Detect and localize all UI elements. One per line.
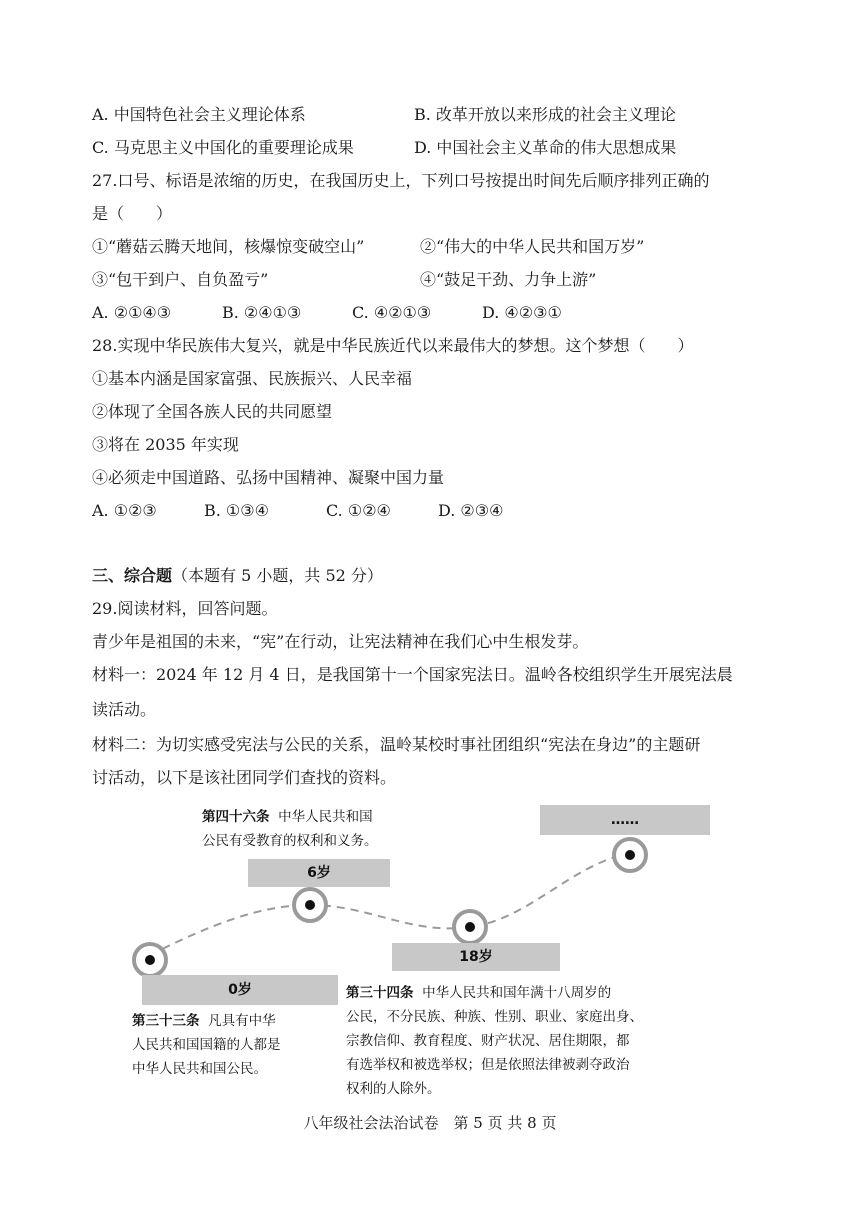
- age-label-6: 6岁: [248, 859, 390, 887]
- q26-option-c: C. 马克思主义中国化的重要理论成果: [92, 138, 354, 157]
- article-46-head: 第四十六条: [202, 809, 270, 825]
- article-33-line1: 凡具有中华: [208, 1013, 276, 1029]
- q29-stem: 29.阅读材料，回答问题。: [92, 599, 278, 618]
- q28-item-2: ②体现了全国各族人民的共同愿望: [92, 402, 333, 421]
- q27-option-b: B. ②④①③: [222, 303, 302, 322]
- age-label-0: 0岁: [142, 975, 338, 1005]
- article-34-line3: 宗教信仰、教育程度、财产状况、居住期限，都: [346, 1033, 630, 1049]
- q28-option-c: C. ①②④: [326, 501, 391, 520]
- q29-material2-line1: 材料二：为切实感受宪法与公民的关系，温岭某校时事社团组织“宪法在身边”的主题研: [92, 735, 701, 754]
- q29-intro: 青少年是祖国的未来，“宪”在行动，让宪法精神在我们心中生根发芽。: [92, 632, 589, 651]
- node-age-18: [454, 911, 486, 943]
- age-label-18: 18岁: [392, 943, 560, 971]
- q27-item-3: ③“包干到户、自负盈亏”: [92, 270, 269, 289]
- q27-option-a: A. ②①④③: [92, 303, 172, 322]
- q27-item-1: ①“蘑菇云腾天地间，核爆惊变破空山”: [92, 237, 365, 256]
- q26-option-a: A. 中国特色社会主义理论体系: [92, 105, 306, 124]
- page-footer: 八年级社会法治试卷 第 5 页 共 8 页: [303, 1114, 557, 1132]
- q28-option-b: B. ①③④: [204, 501, 269, 520]
- q28-option-a: A. ①②③: [92, 501, 157, 520]
- q26-option-d: D. 中国社会主义革命的伟大思想成果: [414, 138, 677, 157]
- article-33-line3: 中华人民共和国公民。: [132, 1061, 267, 1077]
- section-heading: [92, 565, 383, 587]
- q28-stem: 28.实现中华民族伟大复兴，就是中华民族近代以来最伟大的梦想。这个梦想（ ）: [92, 336, 694, 355]
- article-34-line5: 权利的人除外。: [346, 1081, 441, 1097]
- article-46-line1: 中华人民共和国: [278, 809, 373, 825]
- article-34-line1: 中华人民共和国年满十八周岁的: [422, 985, 612, 1001]
- article-34-line4: 有选举权和被选举权；但是依照法律被剥夺政治: [346, 1057, 630, 1073]
- q28-item-1: ①基本内涵是国家富强、民族振兴、人民幸福: [92, 369, 413, 388]
- q28-option-d: D. ②③④: [438, 501, 504, 520]
- q27-stem-line2: 是（ ）: [92, 204, 173, 223]
- node-future: [614, 839, 646, 871]
- section-note: （本题有 5 小题，共 52 分）: [172, 566, 383, 585]
- q27-option-c: C. ④②①③: [352, 303, 432, 322]
- node-age-0: [134, 944, 166, 976]
- q29-material1-line1: 材料一：2024 年 12 月 4 日，是我国第十一个国家宪法日。温岭各校组织学生开展宪法晨: [92, 665, 733, 684]
- article-34-head: 第三十四条: [346, 985, 414, 1001]
- article-46: [202, 805, 442, 853]
- article-34: [346, 981, 726, 1101]
- q28-item-3: ③将在 2035 年实现: [92, 435, 239, 454]
- article-46-line2: 公民有受教育的权利和义务。: [202, 833, 378, 849]
- node-age-6: [294, 889, 326, 921]
- age-label-future: ……: [540, 805, 710, 835]
- article-33-head: 第三十三条: [132, 1013, 200, 1029]
- q27-option-d: D. ④②③①: [482, 303, 562, 322]
- article-33: [132, 1009, 332, 1081]
- q28-item-4: ④必须走中国道路、弘扬中国精神、凝聚中国力量: [92, 468, 445, 487]
- q26-option-b: B. 改革开放以来形成的社会主义理论: [414, 105, 676, 124]
- q29-material1-line2: 读活动。: [92, 700, 157, 719]
- article-33-line2: 人民共和国国籍的人都是: [132, 1037, 281, 1053]
- article-34-line2: 公民，不分民族、种族、性别、职业、家庭出身、: [346, 1009, 643, 1025]
- q29-material2-line2: 讨活动，以下是该社团同学们查找的资料。: [92, 768, 397, 787]
- section-title: 三、综合题: [92, 566, 173, 585]
- q27-stem-line1: 27.口号、标语是浓缩的历史，在我国历史上，下列口号按提出时间先后顺序排列正确的: [92, 171, 710, 190]
- constitution-timeline: [120, 795, 740, 1105]
- q27-item-2: ②“伟大的中华人民共和国万岁”: [420, 237, 645, 256]
- q27-item-4: ④“鼓足干劲、力争上游”: [420, 270, 597, 289]
